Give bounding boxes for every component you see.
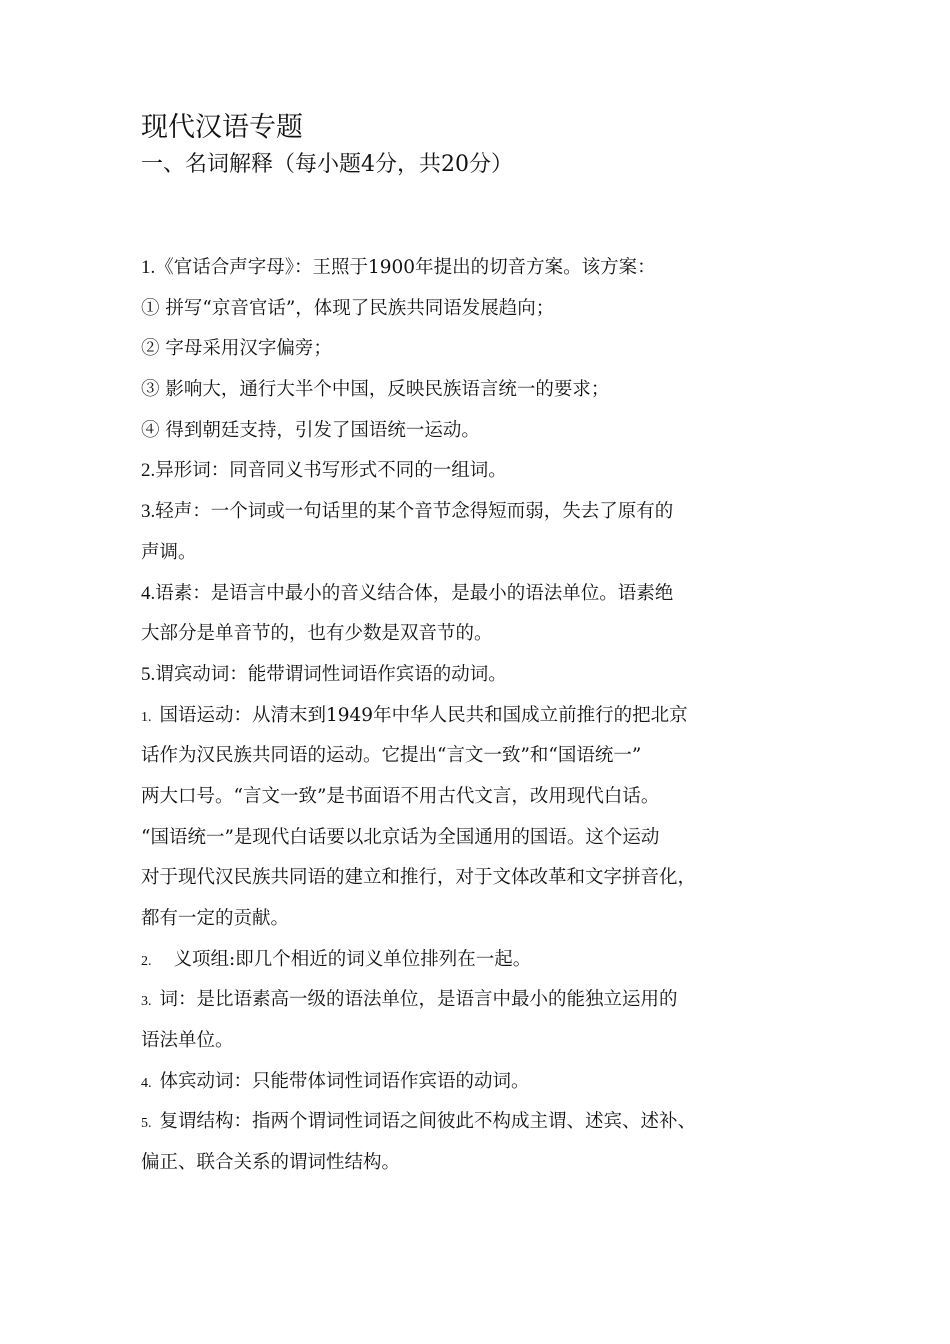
line-text: 偏正、联合关系的谓词性结构。	[141, 1152, 401, 1174]
text-line	[141, 533, 821, 574]
item-number: 5.	[141, 663, 156, 685]
line-text: 都有一定的贡献。	[141, 908, 290, 929]
text-line	[141, 1021, 821, 1062]
item-number: 5.	[141, 1116, 152, 1132]
line-text: 异形词：同音同义书写形式不同的一组词。	[155, 460, 507, 482]
item-number: 3.	[141, 994, 152, 1010]
text-line	[141, 289, 821, 330]
item-number: 1.	[141, 709, 152, 725]
line-text: 复谓结构：指两个谓词性词语之间彼此不构成主谓、述宾、述补、	[159, 1111, 697, 1133]
line-text: 语法单位。	[141, 1030, 234, 1052]
line-text: “国语统一”是现代白话要以北京话为全国通用的国语。这个运动	[141, 826, 660, 848]
item-number: 2.	[141, 460, 156, 482]
line-text: 轻声：一个词或一句话里的某个音节念得短而弱，失去了原有的	[155, 501, 674, 523]
text-line	[141, 411, 821, 452]
line-text: 义项组:即几个相近的词义单位排列在一起。	[173, 948, 532, 970]
text-line	[141, 736, 821, 777]
line-text: 词：是比语素高一级的语法单位，是语言中最小的能独立运用的	[159, 989, 678, 1011]
text-line	[141, 980, 821, 1021]
line-text: ① 拼写“京音官话”，体现了民族共同语发展趋向；	[141, 297, 555, 319]
text-line	[141, 574, 821, 615]
line-text: 话作为汉民族共同语的运动。它提出“言文一致”和“国语统一”	[141, 745, 642, 767]
text-line	[141, 1143, 821, 1184]
line-text: 两大口号。“言文一致”是书面语不用古代文言，改用现代白话。	[141, 785, 660, 807]
text-line	[141, 696, 821, 737]
text-line	[141, 370, 821, 411]
item-number: 2.	[141, 953, 152, 969]
line-text: 《官话合声字母》：王照于1900年提出的切音方案。该方案：	[155, 257, 656, 278]
text-line	[141, 451, 821, 492]
line-text: ④ 得到朝廷支持，引发了国语统一运动。	[141, 419, 480, 441]
line-text: 大部分是单音节的，也有少数是双音节的。	[141, 623, 493, 645]
item-number: 1.	[141, 257, 156, 278]
section-heading: 一、名词解释（每小题4分，共20分）	[141, 152, 513, 177]
line-text: ③ 影响大，通行大半个中国，反映民族语言统一的要求；	[141, 379, 610, 401]
document-page	[141, 108, 821, 1184]
text-line	[141, 777, 821, 818]
text-line	[141, 492, 821, 533]
text-line	[141, 655, 821, 696]
text-line	[141, 940, 821, 981]
item-number: 4.	[141, 582, 156, 604]
line-text: 语素：是语言中最小的音义结合体，是最小的语法单位。语素绝	[155, 582, 674, 604]
text-line	[141, 248, 821, 289]
text-line	[141, 1062, 821, 1103]
text-line	[141, 899, 821, 940]
text-line	[141, 614, 821, 655]
text-line	[141, 329, 821, 370]
document-title: 现代汉语专题	[141, 112, 303, 143]
line-text: 对于现代汉民族共同语的建立和推行，对于文体改革和文字拼音化，	[141, 867, 697, 889]
line-text: ② 字母采用汉字偏旁；	[141, 338, 332, 360]
line-text: 国语运动：从清末到1949年中华人民共和国成立前推行的把北京	[159, 704, 688, 726]
text-line	[141, 818, 821, 859]
line-text: 声调。	[141, 541, 197, 563]
text-line	[141, 858, 821, 899]
text-line	[141, 1102, 821, 1143]
item-number: 3.	[141, 501, 156, 523]
definitions-list	[141, 248, 821, 1184]
line-text: 谓宾动词：能带谓词性词语作宾语的动词。	[155, 663, 507, 685]
item-number: 4.	[141, 1075, 152, 1091]
line-text: 体宾动词：只能带体词性词语作宾语的动词。	[159, 1070, 530, 1092]
